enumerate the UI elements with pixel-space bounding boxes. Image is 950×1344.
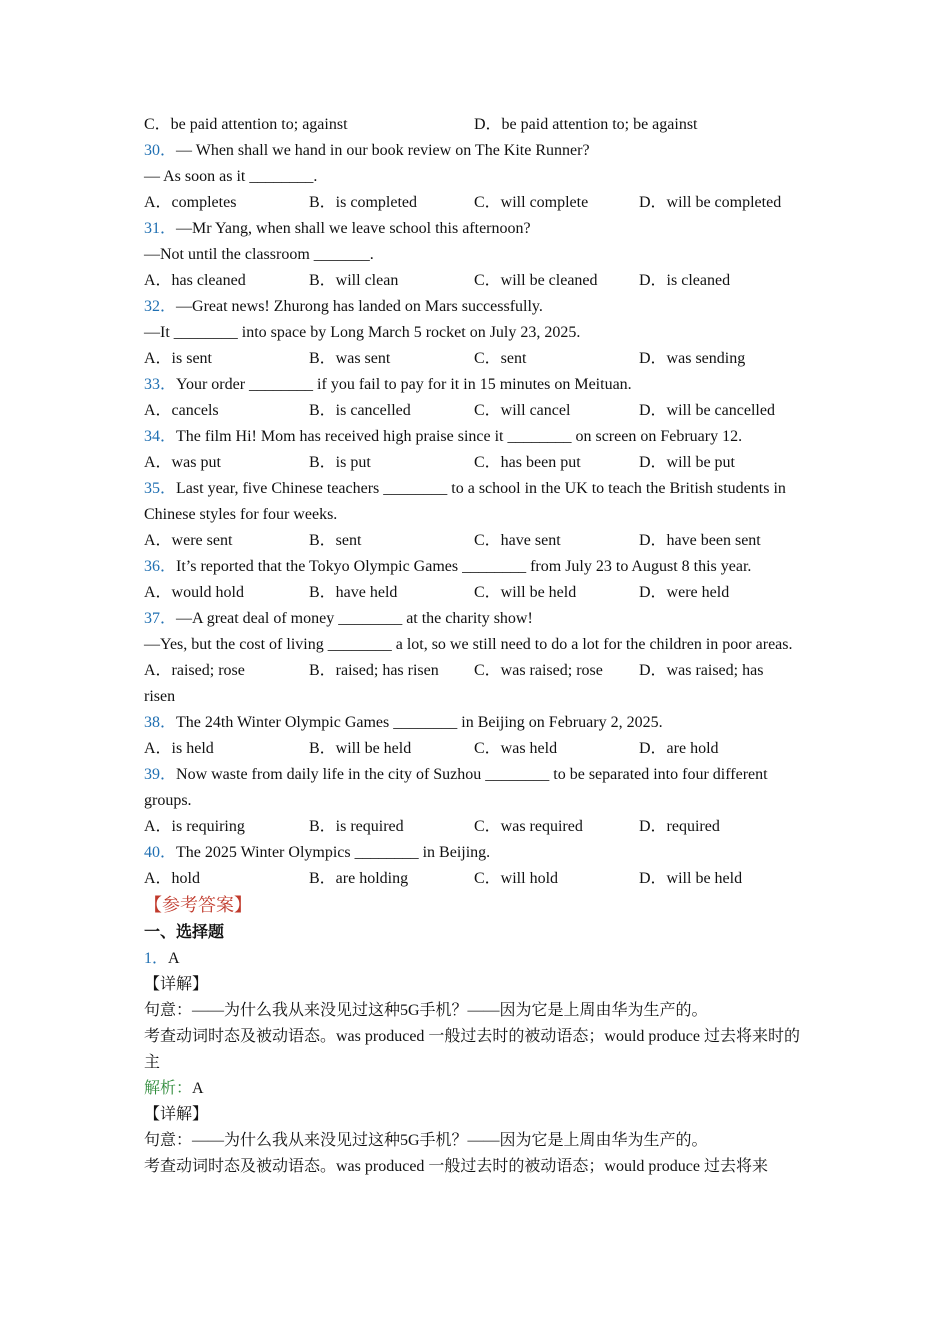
question-39 (144, 762, 804, 840)
option-a: A．is requiring (144, 818, 245, 835)
question-number: 38． (144, 714, 177, 731)
option-a: A．would hold (144, 584, 245, 601)
option-a: A．cancels (144, 402, 219, 419)
question-text: The 24th Winter Olympic Games ________ in Beijing on February 2, 2025. (176, 714, 663, 731)
question-36 (144, 554, 804, 606)
detail-label: 【详解】 (144, 976, 209, 993)
option-d: D．will be held (639, 870, 743, 887)
analysis-label: 解析： (144, 1080, 193, 1097)
question-number: 32． (144, 298, 177, 315)
answer-section (144, 892, 804, 1180)
explanation: 考查动词时态及被动语态。was produced 一般过去时的被动语态；would produce 过去将来时的主 (144, 1028, 800, 1071)
question-number: 39． (144, 766, 177, 783)
answer-value: A (168, 950, 180, 967)
question-text: The 2025 Winter Olympics ________ in Beijing. (176, 844, 491, 861)
option-a: A．were sent (144, 532, 233, 549)
option-a: A．is held (144, 740, 214, 757)
question-number: 31． (144, 220, 177, 237)
sentence-meaning: 句意：——为什么我从来没见过这种5G手机？——因为它是上周由华为生产的。 (144, 1002, 708, 1019)
option-c: C．have sent (474, 532, 561, 549)
option-b: B．sent (309, 532, 362, 549)
option-c: C．will hold (474, 870, 559, 887)
option-c: C．will cancel (474, 402, 571, 419)
option-d-continued: risen (144, 688, 176, 705)
question-number: 33． (144, 376, 177, 393)
question-text: —It ________ into space by Long March 5 rocket on July 23, 2025. (144, 324, 581, 341)
option-b: B．are holding (309, 870, 409, 887)
document-page (144, 112, 804, 1180)
question-34 (144, 424, 804, 476)
option-b: B．is completed (309, 194, 417, 211)
option-d: D．is cleaned (639, 272, 731, 289)
question-text: —Great news! Zhurong has landed on Mars successfully. (176, 298, 543, 315)
option-d: D．will be completed (639, 194, 782, 211)
question-text: —Mr Yang, when shall we leave school this afternoon? (176, 220, 531, 237)
option-b: B．will clean (309, 272, 399, 289)
option-a: A．hold (144, 870, 201, 887)
question-38 (144, 710, 804, 762)
question-text: The film Hi! Mom has received high praise since it ________ on screen on February 12. (176, 428, 743, 445)
option-d: D．required (639, 818, 720, 835)
option-c: C．has been put (474, 454, 581, 471)
answer-number: 1． (144, 950, 169, 967)
section-heading: 一、选择题 (144, 924, 225, 941)
question-text: Your order ________ if you fail to pay for it in 15 minutes on Meituan. (176, 376, 632, 393)
option-d: D．will be put (639, 454, 735, 471)
option-b: B．is cancelled (309, 402, 411, 419)
option-c: C．will complete (474, 194, 589, 211)
sentence-meaning: 句意：——为什么我从来没见过这种5G手机？——因为它是上周由华为生产的。 (144, 1132, 708, 1149)
option-c: C．be paid attention to; against (144, 116, 348, 133)
option-c: C．will be held (474, 584, 577, 601)
question-number: 37． (144, 610, 177, 627)
question-30 (144, 138, 804, 216)
option-a: A．was put (144, 454, 221, 471)
option-d: D．will be cancelled (639, 402, 775, 419)
option-d: D．was raised; has (639, 662, 764, 679)
question-number: 36． (144, 558, 177, 575)
option-c: C．will be cleaned (474, 272, 598, 289)
explanation: 考查动词时态及被动语态。was produced 一般过去时的被动语态；would produce 过去将来 (144, 1158, 768, 1175)
question-number: 34． (144, 428, 177, 445)
option-a: A．raised; rose (144, 662, 245, 679)
option-d: D．have been sent (639, 532, 761, 549)
option-b: B．raised; has risen (309, 662, 439, 679)
option-c: C．was required (474, 818, 583, 835)
question-31 (144, 216, 804, 294)
option-a: A．is sent (144, 350, 213, 367)
question-number: 35． (144, 480, 177, 497)
detail-label: 【详解】 (144, 1106, 209, 1123)
option-c: C．sent (474, 350, 527, 367)
option-a: A．completes (144, 194, 237, 211)
question-text: Now waste from daily life in the city of Suzhou ________ to be separated into four different groups. (144, 766, 768, 809)
question-32 (144, 294, 804, 372)
prev-options (144, 112, 804, 138)
option-a: A．has cleaned (144, 272, 246, 289)
option-d: D．were held (639, 584, 730, 601)
question-text: It’s reported that the Tokyo Olympic Games ________ from July 23 to August 8 this year. (176, 558, 752, 575)
option-b: B．will be held (309, 740, 412, 757)
question-37 (144, 606, 804, 710)
option-d: D．are hold (639, 740, 719, 757)
answer-title: 【参考答案】 (144, 895, 252, 915)
question-text: —Not until the classroom _______. (144, 246, 374, 263)
option-b: B．have held (309, 584, 398, 601)
question-text: — When shall we hand in our book review on The Kite Runner? (176, 142, 590, 159)
option-d: D．was sending (639, 350, 746, 367)
question-number: 30． (144, 142, 177, 159)
question-33 (144, 372, 804, 424)
question-35 (144, 476, 804, 554)
option-b: B．was sent (309, 350, 391, 367)
option-d: D．be paid attention to; be against (474, 116, 698, 133)
question-40 (144, 840, 804, 892)
question-text: — As soon as it ________. (144, 168, 318, 185)
question-text: Last year, five Chinese teachers ________ to a school in the UK to teach the British students in Chinese styles for four weeks. (144, 480, 786, 523)
option-b: B．is required (309, 818, 404, 835)
option-c: C．was held (474, 740, 558, 757)
question-number: 40． (144, 844, 177, 861)
analysis-answer: A (192, 1080, 204, 1097)
question-text: —A great deal of money ________ at the charity show! (176, 610, 533, 627)
question-text: —Yes, but the cost of living ________ a lot, so we still need to do a lot for the children in poor areas. (144, 636, 793, 653)
option-b: B．is put (309, 454, 371, 471)
option-c: C．was raised; rose (474, 662, 603, 679)
